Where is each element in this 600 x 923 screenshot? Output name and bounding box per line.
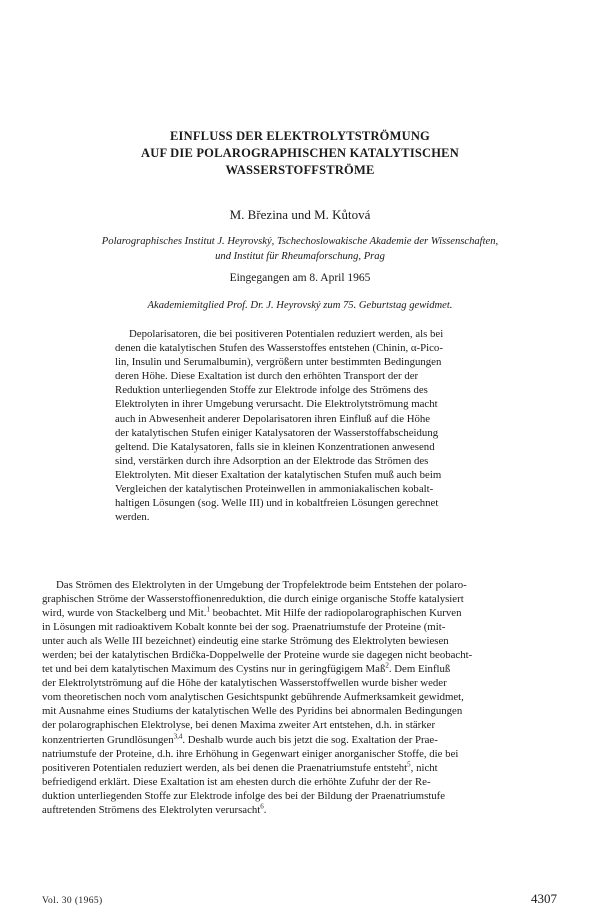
journal-volume: Vol. 30 (1965) xyxy=(42,896,103,906)
body-line-text: , nicht xyxy=(410,761,438,774)
body-line-text: natriumstufe der Proteine, d.h. ihre Erhöhung in Gegenwart einiger anorganischer Stoffe, die bei xyxy=(42,747,459,760)
abstract-line: auch in Abwesenheit anderer Depolarisatoren ihren Einfluß auf die Höhe xyxy=(115,412,431,425)
body-line xyxy=(42,747,562,761)
body-line xyxy=(42,620,562,634)
body-line xyxy=(42,775,562,789)
citation-superscript: 5 xyxy=(407,760,411,769)
abstract-line: Elektrolyten. Mit dieser Exaltation der katalytischen Stufen muß auch beim xyxy=(115,468,442,481)
body-text xyxy=(42,578,562,817)
body-line xyxy=(42,634,562,648)
abstract-line: der katalytischen Stufen einiger Katalysatoren der Wasserstoffabscheidung xyxy=(115,426,439,439)
abstract-line: sind, verstärken durch ihre Adsorption an der Elektrode das Strömen des xyxy=(115,454,429,467)
body-line xyxy=(42,733,562,747)
body-line xyxy=(42,662,562,676)
page-number: 4307 xyxy=(531,891,557,906)
authors: M. Březina und M. Kůtová xyxy=(229,207,371,222)
citation-superscript: 3,4 xyxy=(173,731,183,740)
body-line-text: . xyxy=(263,803,267,816)
body-line xyxy=(42,761,562,775)
abstract-line: haltigen Lösungen (sog. Welle III) und in kobaltfreien Lösungen gerechnet xyxy=(115,497,439,510)
body-line-text: duktion unterliegenden Stoffe zur Elektrode infolge des bei der Bildung der Praenatriumstufe xyxy=(42,789,446,802)
abstract-line: Elektrolyten in ihrer Umgebung verursacht. Die Elektrolytströmung macht xyxy=(115,398,438,411)
body-line xyxy=(42,803,562,817)
body-line xyxy=(42,718,562,732)
abstract-line: lin, Insulin und Serumalbumin), vergrößern unter bestimmten Bedingungen xyxy=(115,356,442,369)
body-line xyxy=(42,592,562,606)
body-line-text: der Elektrolytströmung auf die Höhe der katalytischen Wasserstoffwellen wurde bisher weder xyxy=(42,677,447,690)
body-line-text: mit Ausnahme eines Studiums der katalytischen Welle des Pyridins bei abnormalen Bedingungen xyxy=(42,705,463,718)
body-line xyxy=(42,676,562,690)
body-line xyxy=(42,578,562,592)
affiliation-line: und Institut für Rheumaforschung, Prag xyxy=(215,251,385,262)
affiliation xyxy=(30,234,570,264)
abstract-line: deren Höhe. Diese Exaltation ist durch den erhöhten Transport der der xyxy=(115,370,419,383)
abstract-line: Depolarisatoren, die bei positiveren Potentialen reduziert werden, als bei xyxy=(129,328,444,340)
body-line xyxy=(42,648,562,662)
abstract-line: Reduktion unterliegenden Stoffe zur Elektrode infolge des Strömens des xyxy=(115,384,428,397)
body-line-text: beobachtet. Mit Hilfe der radiopolarographischen Kurven xyxy=(209,607,462,620)
affiliation-line: Polarographisches Institut J. Heyrovský, Tschechoslowakische Akademie der Wissenschaften, xyxy=(101,236,499,247)
body-line-text: auftretenden Strömens des Elektrolyten verursacht xyxy=(42,803,261,816)
body-line xyxy=(42,690,562,704)
abstract-line: werden. xyxy=(115,511,150,524)
body-line-text: der polarographischen Elektrolyse, bei denen Maxima zweiter Art entstehen, d.h. in stärker xyxy=(42,719,436,732)
body-line-text: wird, wurde von Stackelberg und Mit. xyxy=(42,607,207,620)
body-line xyxy=(42,789,562,803)
received-date: Eingegangen am 8. April 1965 xyxy=(229,272,371,284)
body-line-text: werden; bei der katalytischen Brdička-Doppelwelle der Proteine wurde sie dagegen nicht beobacht- xyxy=(42,649,473,662)
abstract-line: denen die katalytischen Stufen des Wasserstoffes entstehen (Chinin, α-Pico- xyxy=(115,342,443,355)
body-line-text: positiveren Potentialen reduziert werden, als bei denen die Praenatriumstufe entsteht xyxy=(42,761,408,774)
abstract xyxy=(115,327,500,524)
abstract-line: geltend. Die Katalysatoren, falls sie in kleinen Konzentrationen anwesend xyxy=(115,440,435,453)
citation-superscript: 2 xyxy=(385,661,389,670)
body-line-text: Das Strömen des Elektrolyten in der Umgebung der Tropfelektrode beim Entstehen der polaro- xyxy=(56,579,467,591)
body-line-text: . Dem Einfluß xyxy=(388,663,451,676)
paper-title xyxy=(60,128,540,179)
body-line xyxy=(42,704,562,718)
abstract-line: Vergleichen der katalytischen Proteinwellen in ammoniakalischen kobalt- xyxy=(115,483,434,496)
title-line: EINFLUSS DER ELEKTROLYTSTRÖMUNG xyxy=(170,129,430,143)
body-line-text: . Deshalb wurde auch bis jetzt die sog. Exaltation der Prae- xyxy=(182,733,438,746)
body-line-text: befriedigend erklärt. Diese Exaltation ist am ehesten durch die erhöhte Zufuhr der der Re- xyxy=(42,775,431,788)
body-line xyxy=(42,606,562,620)
citation-superscript: 1 xyxy=(206,605,210,614)
body-line-text: konzentrierten Grundlösungen xyxy=(42,733,174,746)
title-line: WASSERSTOFFSTRÖME xyxy=(225,163,375,177)
citation-superscript: 6 xyxy=(260,802,264,811)
body-line-text: tet und bei dem katalytischen Maximum des Cystins nur in geringfügigem Maß xyxy=(42,663,386,676)
body-line-text: vom theoretischen noch vom analytischen Gesichtspunkt gebührende Aufmerksamkeit gewidmet, xyxy=(42,691,464,704)
dedication: Akademiemitglied Prof. Dr. J. Heyrovský zum 75. Geburtstag gewidmet. xyxy=(147,300,453,311)
body-line-text: in Lösungen mit radioaktivem Kobalt konnte bei der sog. Praenatriumstufe der Proteine (mit- xyxy=(42,621,446,634)
body-line-text: graphischen Ströme der Wasserstoffionenreduktion, die durch einige organische Stoffe katalysiert xyxy=(42,593,464,606)
body-line-text: unter auch als Welle III bezeichnet) eindeutig eine starke Strömung des Elektrolyten bewiesen xyxy=(42,635,449,648)
title-line: AUF DIE POLAROGRAPHISCHEN KATALYTISCHEN xyxy=(141,146,459,160)
